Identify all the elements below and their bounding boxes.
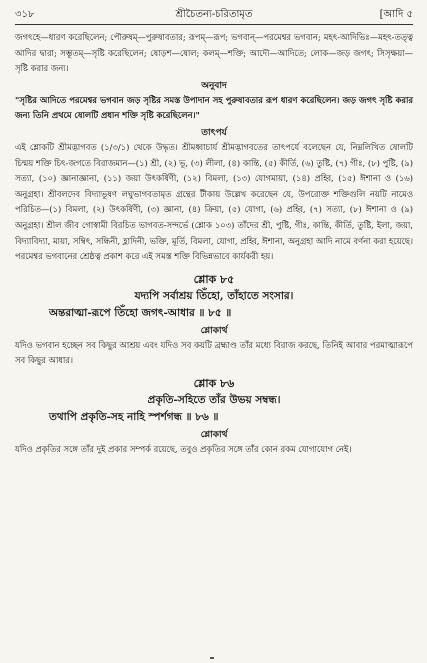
verse-86-label: শ্লোক ৮৬	[193, 376, 235, 390]
footer-mark	[210, 657, 214, 659]
verse-85-translation-heading: শ্লোকার্থ	[200, 325, 228, 336]
translation-heading: অনুবাদ	[201, 80, 227, 91]
page-number: ৩১৮	[15, 9, 35, 20]
page-header	[15, 6, 413, 25]
verse-85-label: শ্লোক ৮৫	[193, 272, 235, 286]
verse-85-translation: যদিও ভগবান হচ্ছেন সব কিছুর আশ্রয় এবং যদিও সব কয়টি ব্রহ্মাণ্ড তাঁর মধ্যে বিরাজ করছে, তিনিই আবার পরমাত্মারূপে সব কিছুর আধার।	[15, 339, 413, 366]
verse-85-line-2: অন্তরাত্মা-রূপে তিঁহো জগৎ-আধার ॥ ৮৫ ॥	[49, 306, 232, 319]
running-title: শ্রীচৈতন্য-চরিতামৃত	[175, 9, 253, 20]
translation-text: "সৃষ্টির আদিতে পরমেশ্বর ভগবান জড় সৃষ্টির সমস্ত উপাদান সহ পুরুষাবতার রূপ ধারণ করেছিলেন। জড় জগৎ সৃষ্টি করার জন্য তিনি প্রথমে ষোলটি প্রধান শক্তি সৃষ্টি করেছিলেন।"	[15, 94, 413, 121]
purport-text: এই শ্লোকটি শ্রীমদ্ভাগবত (১/৩/১) থেকে উদ্ধৃত। শ্রীমধ্বাচার্য শ্রীমদ্ভাগবতের তাৎপর্যে বলেছেন যে, নিম্নলিখিত ষোলটি চিন্ময় শক্তি চিৎ-জগতে বিরাজমান—(১) শ্রী, (২) ভূ, (৩) লীলা, (৪) কান্তি, (৫) কীর্তি, (৬) তুষ্টি, (৭) গীঃ, (৮) পুষ্টি, (৯) সত্যা, (১০) জ্ঞানাজ্ঞানা, (১১) জয়া উৎকর্ষিণী, (১২) বিমলা, (১৩) যোগমায়া, (১৪) প্রহ্বি, (১৫) ঈশানা ও (১৬) অনুগ্রহা। শ্রীবলদেব বিদ্যাভূষণ লঘুভাগবতামৃত গ্রন্থের টীকায় উল্লেখ করেছেন যে, উপরোক্ত শক্তিগুলি নয়টি নামেও পরিচিত—(১) বিমলা, (২) উৎকর্ষিণী, (৩) জ্ঞানা, (৪) ক্রিয়া, (৫) যোগা, (৬) প্রহ্বি, (৭) সত্যা, (৮) ঈশানা ও (৯) অনুগ্রহা। শ্রীল জীব গোস্বামী বিরচিত ভাগবত-সন্দর্ভে (শ্লোক ১০৩) তাঁদের শ্রী, পুষ্টি, গীঃ, কান্তি, কীর্তি, তুষ্টি, ইলা, জয়া, বিদ্যাবিদ্যা, মায়া, সম্বিৎ, সন্ধিনী, হ্লাদিনী, ভক্তি, মূর্তি, বিমলা, যোগা, প্রহ্বি, ঈশানা, অনুগ্রহা আদি নামে বর্ণনা করা হয়েছে। পরমেশ্বর ভগবানের শ্রেষ্ঠত্ব প্রকাশ করে এই সমস্ত শক্তি বিভিন্নভাবে কার্যকরী হয়।	[15, 141, 413, 262]
verse-86-translation-heading: শ্লোকার্থ	[200, 429, 228, 440]
verse-86-line-2: তথাপি প্রকৃতি-সহ নাহি স্পর্শগন্ধ ॥ ৮৬ ॥	[49, 410, 219, 423]
word-meanings: জগৎহে—ধারণ করেছিলেন; পৌরুষম্—পুরুষাবতার; রূপম্—রূপ; ভগবান্—পরমেশ্বর ভগবান; মহৎ-আদিভিঃ—মহৎ-তত্ত্ব আদির দ্বারা; সম্ভূতম্—সৃষ্টি করেছিলেন; ষোড়শ—ষোল; কলম্—শক্তি; আদৌ—আদিতে; লোক—জড় জগৎ; সিসৃক্ষয়া—সৃষ্টি করার জন্য।	[15, 32, 413, 74]
verse-86-translation: যদিও প্রকৃতির সঙ্গে তাঁর দুই প্রকার সম্পর্ক রয়েছে, তবুও প্রকৃতির সঙ্গে তাঁর কোন রকম যোগাযোগ নেই।	[15, 443, 352, 454]
verse-85-line-1: যদ্যপি সর্বাশ্রয় তিঁহো, তাঁহাতে সংসার।	[134, 289, 294, 302]
purport-heading: তাৎপর্য	[201, 127, 227, 138]
verse-86-line-1: প্রকৃতি-সহিতে তাঁর উভয় সম্বন্ধ।	[147, 393, 281, 406]
section-label: [আদি ৫	[379, 9, 413, 20]
